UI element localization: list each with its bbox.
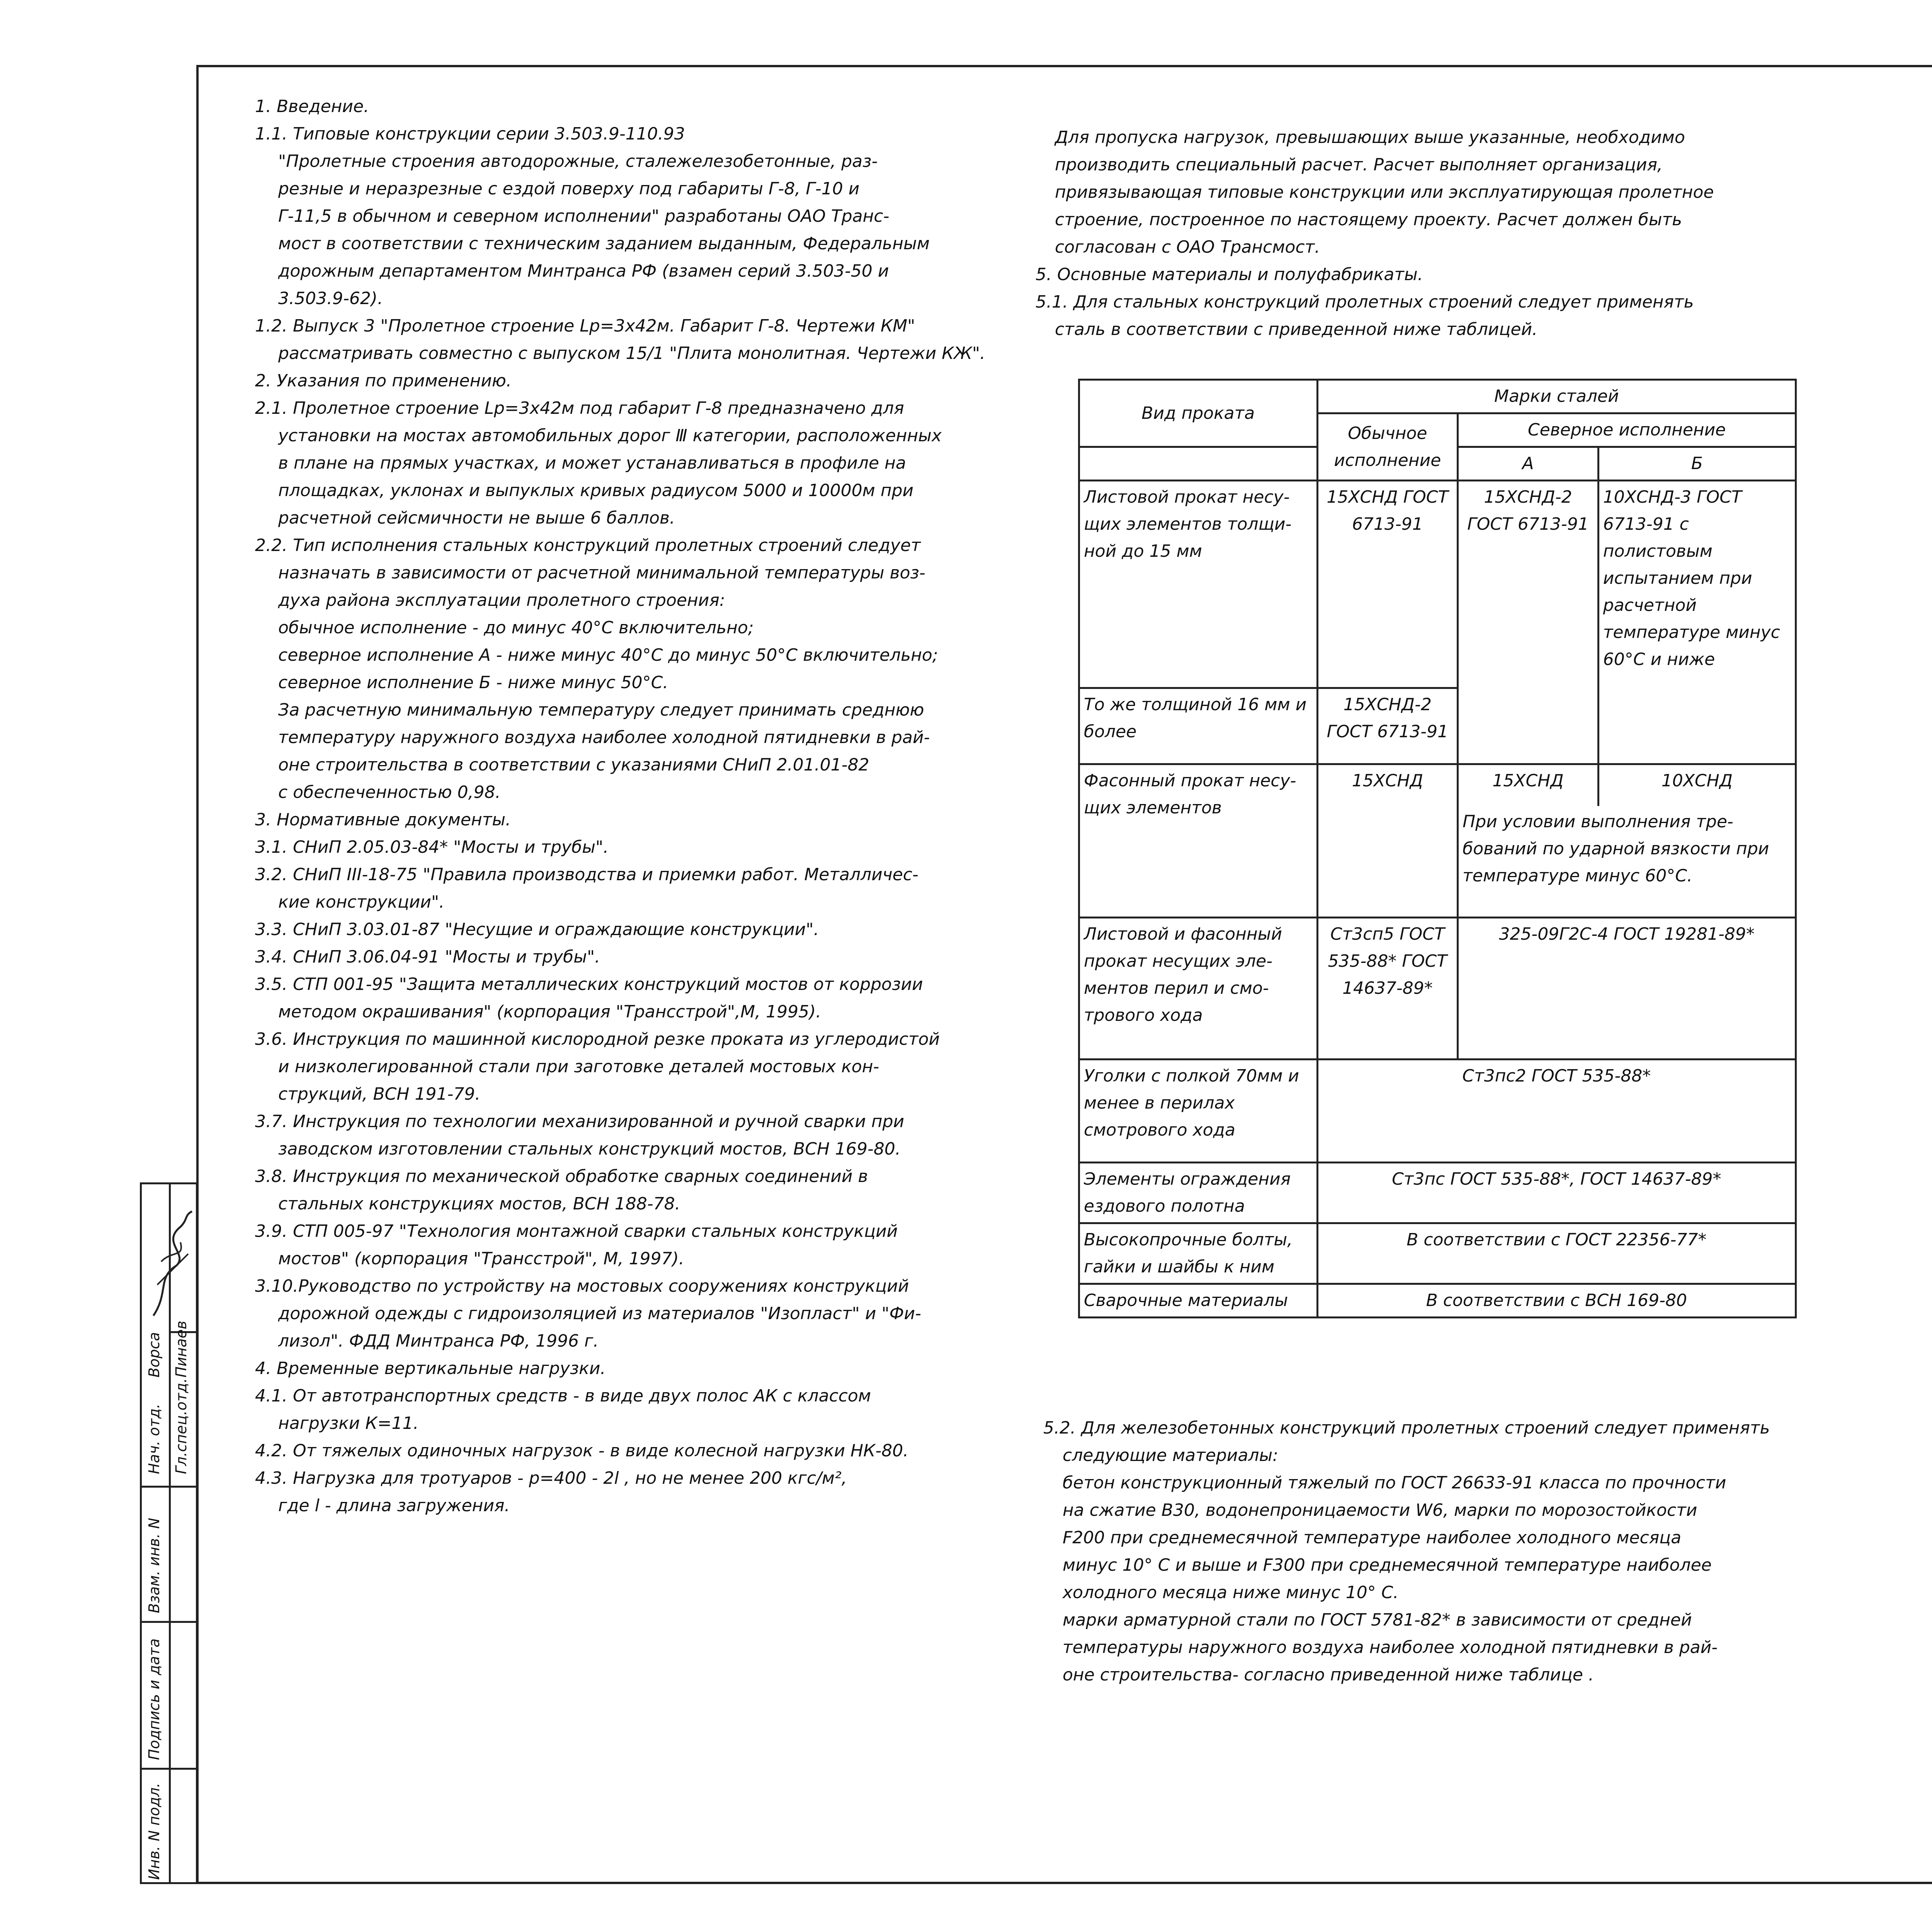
text-line: оне строительства- согласно приведенной ниже таблице . [1063, 1665, 1594, 1685]
text-line: 2. Указания по применению. [255, 371, 512, 391]
table-cell: Ст3сп5 ГОСТ 535-88* ГОСТ 14637-89* [1317, 918, 1458, 1060]
text-line: назначать в зависимости от расчетной минимальной температуры воз- [278, 563, 925, 583]
table-header: Северное исполнение [1458, 413, 1796, 447]
text-line: 4. Временные вертикальные нагрузки. [255, 1359, 606, 1378]
sidebar-stamp [140, 1182, 198, 1884]
text-line: с обеспеченностью 0,98. [278, 782, 501, 802]
table-cell: Высокопрочные болты, гайки и шайбы к ним [1079, 1223, 1318, 1284]
text-line: 1.1. Типовые конструкции серии 3.503.9-110.93 [255, 124, 685, 144]
text-line: За расчетную минимальную температуру следует принимать среднюю [278, 700, 924, 720]
text-line: лизол". ФДД Минтранса РФ, 1996 г. [278, 1331, 599, 1351]
text-line: расчетной сейсмичности не выше 6 баллов. [278, 508, 675, 528]
text-line: бетон конструкционный тяжелый по ГОСТ 26633-91 класса по прочности [1063, 1473, 1726, 1493]
text-line: следующие материалы: [1063, 1446, 1279, 1465]
table-cell: 15ХСНД-2 ГОСТ 6713-91 [1458, 481, 1599, 764]
sidebar-role-2: Гл.спец.отд. [173, 1378, 190, 1474]
text-line: строение, построенное по настоящему проекту. Расчет должен быть [1055, 210, 1682, 230]
text-line: 3.9. СТП 005-97 "Технология монтажной сварки стальных конструкций [255, 1221, 898, 1241]
table-cell: При условии выполнения тре- бований по ударной вязкости при температуре минус 60°С. [1458, 806, 1796, 917]
text-line: холодного месяца ниже минус 10° С. [1063, 1583, 1399, 1602]
text-line: Для пропуска нагрузок, превышающих выше указанные, необходимо [1055, 128, 1685, 147]
text-line: где l - длина загружения. [278, 1496, 510, 1515]
text-line: 3.503.9-62). [278, 289, 383, 308]
column-1-text [255, 93, 1028, 1519]
table-cell: 15ХСНД-2 ГОСТ 6713-91 [1317, 688, 1458, 764]
table-cell: То же толщиной 16 мм и более [1079, 688, 1318, 764]
steel-table [1078, 379, 1797, 1318]
text-line: 4.3. Нагрузка для тротуаров - р=400 - 2l , но не менее 200 кгс/м², [255, 1468, 847, 1488]
sidebar-inv: Инв. N подл. [146, 1782, 163, 1880]
text-line: 1. Введение. [255, 97, 369, 116]
sidebar-signature [146, 1208, 196, 1323]
text-line: 3.2. СНиП III-18-75 "Правила производства и приемки работ. Металличес- [255, 865, 918, 884]
text-line: обычное исполнение - до минус 40°С включительно; [278, 618, 754, 638]
sidebar-name-2: Пинаев [173, 1320, 190, 1378]
text-line: на сжатие В30, водонепроницаемости W6, марки по морозостойкости [1063, 1500, 1697, 1520]
text-line: 2.2. Тип исполнения стальных конструкций пролетных строений следует [255, 536, 921, 555]
text-line: 1.2. Выпуск 3 "Пролетное строение Lр=3х42м. Габарит Г-8. Чертежи КМ" [255, 316, 915, 336]
text-line: 2.1. Пролетное строение Lр=3х42м под габарит Г-8 предназначено для [255, 398, 904, 418]
table-cell: В соответствии с ГОСТ 22356-77* [1317, 1223, 1796, 1284]
text-line: дорожной одежды с гидроизоляцией из материалов "Изопласт" и "Фи- [278, 1304, 921, 1323]
text-line: 3.8. Инструкция по механической обработке сварных соединений в [255, 1167, 868, 1186]
column-2-top [1036, 124, 1808, 343]
text-line: установки на мостах автомобильных дорог Ⅲ категории, расположенных [278, 426, 942, 446]
table-cell: Уголки с полкой 70мм и менее в перилах смотрового хода [1079, 1060, 1318, 1163]
text-line: нагрузки К=11. [278, 1413, 419, 1433]
table-cell: Элементы ограждения ездового полотна [1079, 1163, 1318, 1223]
text-line: "Пролетные строения автодорожные, сталежелезобетонные, раз- [278, 151, 878, 171]
table-cell: 15ХСНД [1317, 764, 1458, 918]
text-line: 3.4. СНиП 3.06.04-91 "Мосты и трубы". [255, 947, 600, 967]
text-line: рассматривать совместно с выпуском 15/1 "Плита монолитная. Чертежи КЖ". [278, 344, 986, 363]
text-line: Г-11,5 в обычном и северном исполнении" разработаны ОАО Транс- [278, 206, 889, 226]
table-cell: Листовой прокат несу- щих элементов толщи- ной до 15 мм [1079, 481, 1318, 688]
table-cell: Ст3пс2 ГОСТ 535-88* [1317, 1060, 1796, 1163]
text-line: марки арматурной стали по ГОСТ 5781-82* в зависимости от средней [1063, 1610, 1692, 1630]
table-header: Обычное исполнение [1317, 413, 1458, 481]
sidebar-podp: Подпись и дата [146, 1638, 163, 1760]
text-line: 4.2. От тяжелых одиночных нагрузок - в виде колесной нагрузки НК-80. [255, 1441, 909, 1461]
text-line: 3.1. СНиП 2.05.03-84* "Мосты и трубы". [255, 837, 609, 857]
table-header: А [1458, 447, 1599, 481]
text-line: мостов" (корпорация "Трансстрой", М, 1997). [278, 1249, 684, 1269]
text-line: F200 при среднемесячной температуре наиболее холодного месяца [1063, 1528, 1682, 1548]
table-cell: 15ХСНД ГОСТ 6713-91 [1317, 481, 1458, 688]
text-line: 5. Основные материалы и полуфабрикаты. [1036, 265, 1423, 284]
table-cell: 325-09Г2С-4 ГОСТ 19281-89* [1458, 918, 1796, 1060]
text-line: и низколегированной стали при заготовке деталей мостовых кон- [278, 1057, 879, 1077]
text-line: температуру наружного воздуха наиболее холодной пятидневки в рай- [278, 728, 930, 747]
text-line: площадках, уклонах и выпуклых кривых радиусом 5000 и 10000м при [278, 481, 914, 500]
text-line: согласован с ОАО Трансмост. [1055, 237, 1320, 257]
table-cell: 10ХСНД [1598, 764, 1796, 806]
text-line: 3.7. Инструкция по технологии механизированной и ручной сварки при [255, 1112, 905, 1131]
text-line: производить специальный расчет. Расчет выполняет организация, [1055, 155, 1663, 175]
sidebar-name-1: Ворса [146, 1332, 163, 1378]
text-line: духа района эксплуатации пролетного строения: [278, 590, 725, 610]
text-line: струкций, ВСН 191-79. [278, 1084, 481, 1104]
text-line: стальных конструкциях мостов, ВСН 188-78. [278, 1194, 680, 1214]
table-cell: В соответствии с ВСН 169-80 [1317, 1284, 1796, 1318]
text-line: 3.6. Инструкция по машинной кислородной резке проката из углеродистой [255, 1029, 940, 1049]
sidebar-role-1: Нач. отд. [146, 1403, 163, 1474]
text-line: оне строительства в соответствии с указаниями СНиП 2.01.01-82 [278, 755, 869, 775]
text-line: 5.2. Для железобетонных конструкций пролетных строений следует применять [1043, 1418, 1770, 1438]
table-header: Вид проката [1079, 380, 1318, 447]
text-line: в плане на прямых участках, и может устанавливаться в профиле на [278, 453, 906, 473]
text-line: температуры наружного воздуха наиболее холодной пятидневки в рай- [1063, 1638, 1718, 1657]
table-cell: 15ХСНД [1458, 764, 1599, 806]
text-line: 3.3. СНиП 3.03.01-87 "Несущие и ограждающие конструкции". [255, 920, 819, 939]
text-line: 3.5. СТП 001-95 "Защита металлических конструкций мостов от коррозии [255, 975, 923, 994]
text-line: заводском изготовлении стальных конструкций мостов, ВСН 169-80. [278, 1139, 901, 1159]
table-cell: Сварочные материалы [1079, 1284, 1318, 1318]
table-cell: Фасонный прокат несу- щих элементов [1079, 764, 1318, 918]
table-header: Б [1598, 447, 1796, 481]
text-line: 3.10.Руководство по устройству на мостовых сооружениях конструкций [255, 1276, 909, 1296]
sidebar-vzam: Взам. инв. N [146, 1518, 163, 1613]
table-header: Марки сталей [1317, 380, 1796, 413]
text-line: методом окрашивания" (корпорация "Трансстрой",М, 1995). [278, 1002, 821, 1022]
text-line: кие конструкции". [278, 892, 445, 912]
text-line: 5.1. Для стальных конструкций пролетных строений следует применять [1036, 292, 1694, 312]
text-line: резные и неразрезные с ездой поверху под габариты Г-8, Г-10 и [278, 179, 860, 199]
table-cell: Ст3пс ГОСТ 535-88*, ГОСТ 14637-89* [1317, 1163, 1796, 1223]
text-line: северное исполнение А - ниже минус 40°С до минус 50°С включительно; [278, 645, 938, 665]
text-line: 3. Нормативные документы. [255, 810, 511, 830]
text-line: минус 10° С и выше и F300 при среднемесячной температуре наиболее [1063, 1555, 1712, 1575]
text-line: 4.1. От автотранспортных средств - в виде двух полос АК с классом [255, 1386, 871, 1406]
text-line: сталь в соответствии с приведенной ниже таблицей. [1055, 320, 1538, 339]
table-cell: 10ХСНД-3 ГОСТ 6713-91 с полистовым испытанием при расчетной температуре минус 60°С и ниже [1598, 481, 1796, 764]
text-line: дорожным департаментом Минтранса РФ (взамен серий 3.503-50 и [278, 261, 889, 281]
text-line: привязывающая типовые конструкции или эксплуатирующая пролетное [1055, 182, 1714, 202]
table-cell: Листовой и фасонный прокат несущих эле- ментов перил и смо- трового хода [1079, 918, 1318, 1060]
text-line: северное исполнение Б - ниже минус 50°С. [278, 673, 668, 692]
column-2-bottom [1043, 1414, 1816, 1689]
text-line: мост в соответствии с техническим заданием выданным, Федеральным [278, 234, 930, 253]
